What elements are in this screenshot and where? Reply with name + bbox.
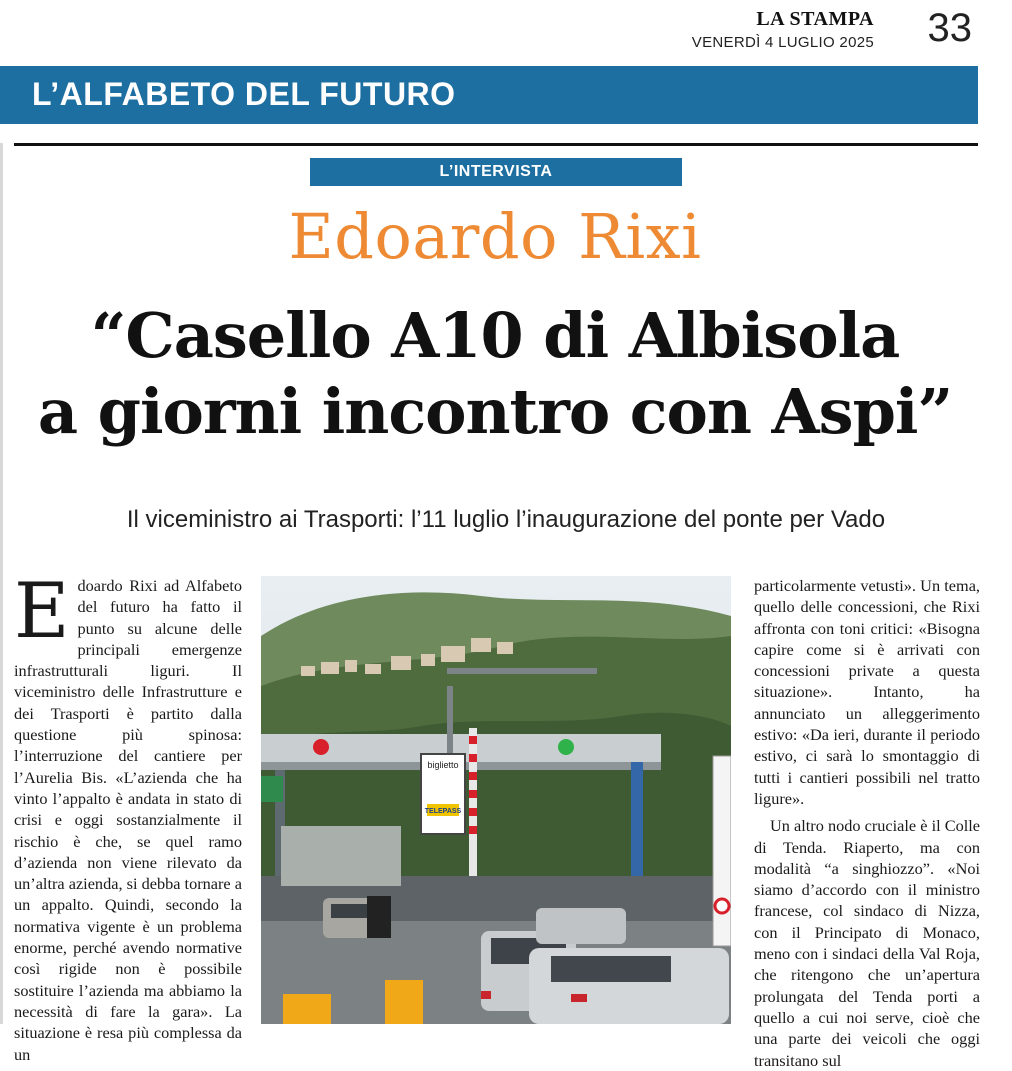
- paragraph: particolarmente vetusti». Un tema, quello delle concessioni, che Rixi affronta con toni critici: «Bisogna capire come si è arrivati con concessioni private a questa situazione». Intanto, ha annunciato un alleggerimento estivo: «Da ieri, durante il periodo estivo, ci sarà lo smontaggio di tutti i cantieri possibili nel tratto ligure».: [754, 576, 980, 808]
- header-rule: [14, 143, 978, 146]
- paragraph: doardo Rixi ad Alfabeto del futuro ha fatto il punto su alcune delle principali emergenze infrastrutturali liguri. Il viceministro delle Infrastrutture e dei Trasporti è partito dalla questione più spinosa: l’interruzione del cantiere per l’Aurelia Bis. «L’azienda che ha vinto l’appalto è andata in stato di crisi e oggi sostanzialmente il rischio è che, se quel ramo d’azienda non viene rilevato da un’altra azienda, si debba tornare a un appalto. Quindi, secondo la normativa vigente è un problema enorme, perché avendo normative così rigide non è possibile sostituire l’azienda ma abbiamo la necessità di fare la gara». La situazione è resa più complessa da un: [14, 576, 242, 1064]
- drop-cap: E: [14, 566, 70, 655]
- article-photo: [261, 576, 731, 1024]
- headline: [0, 298, 990, 450]
- page-number: 33: [927, 6, 972, 50]
- interviewee-name: Edoardo Rixi: [288, 200, 702, 273]
- sign-telepass-label: TELEPASS: [424, 808, 462, 815]
- masthead: [652, 4, 972, 54]
- newspaper-name: LA STAMPA: [756, 8, 874, 30]
- subheadline: Il viceministro ai Trasporti: l’11 luglio l’inaugurazione del ponte per Vado: [126, 506, 886, 533]
- page-edge: [0, 143, 3, 1024]
- headline-line-2: a giorni incontro con Aspi”: [37, 375, 953, 448]
- paragraph: Un altro nodo cruciale è il Colle di Tenda. Riaperto, ma con modalità “a singhiozzo”. «Noi siamo d’accordo con il ministro francese, col sindaco di Nizza, con il Principato di Monaco, meno con i sindaci della Val Roja, che ritengono che un’apertura prolungata del Tenda porti a quello a cui noi serve, cioè che una parte dei veicoli che oggi transitano sul: [754, 816, 980, 1070]
- article-kicker: L’INTERVISTA: [310, 158, 682, 186]
- article-column-left: [14, 566, 242, 1065]
- sign-ticket-label: biglietto: [427, 760, 459, 770]
- article-column-right: [754, 575, 980, 1071]
- headline-line-1: “Casello A10 di Albisola: [90, 299, 900, 372]
- toll-booth-photo: [261, 576, 731, 1024]
- issue-date: VENERDÌ 4 LUGLIO 2025: [691, 34, 874, 51]
- green-light-icon: [558, 739, 574, 755]
- section-title: L’ALFABETO DEL FUTURO: [32, 76, 456, 112]
- red-light-icon: [313, 739, 329, 755]
- section-band: [0, 66, 978, 124]
